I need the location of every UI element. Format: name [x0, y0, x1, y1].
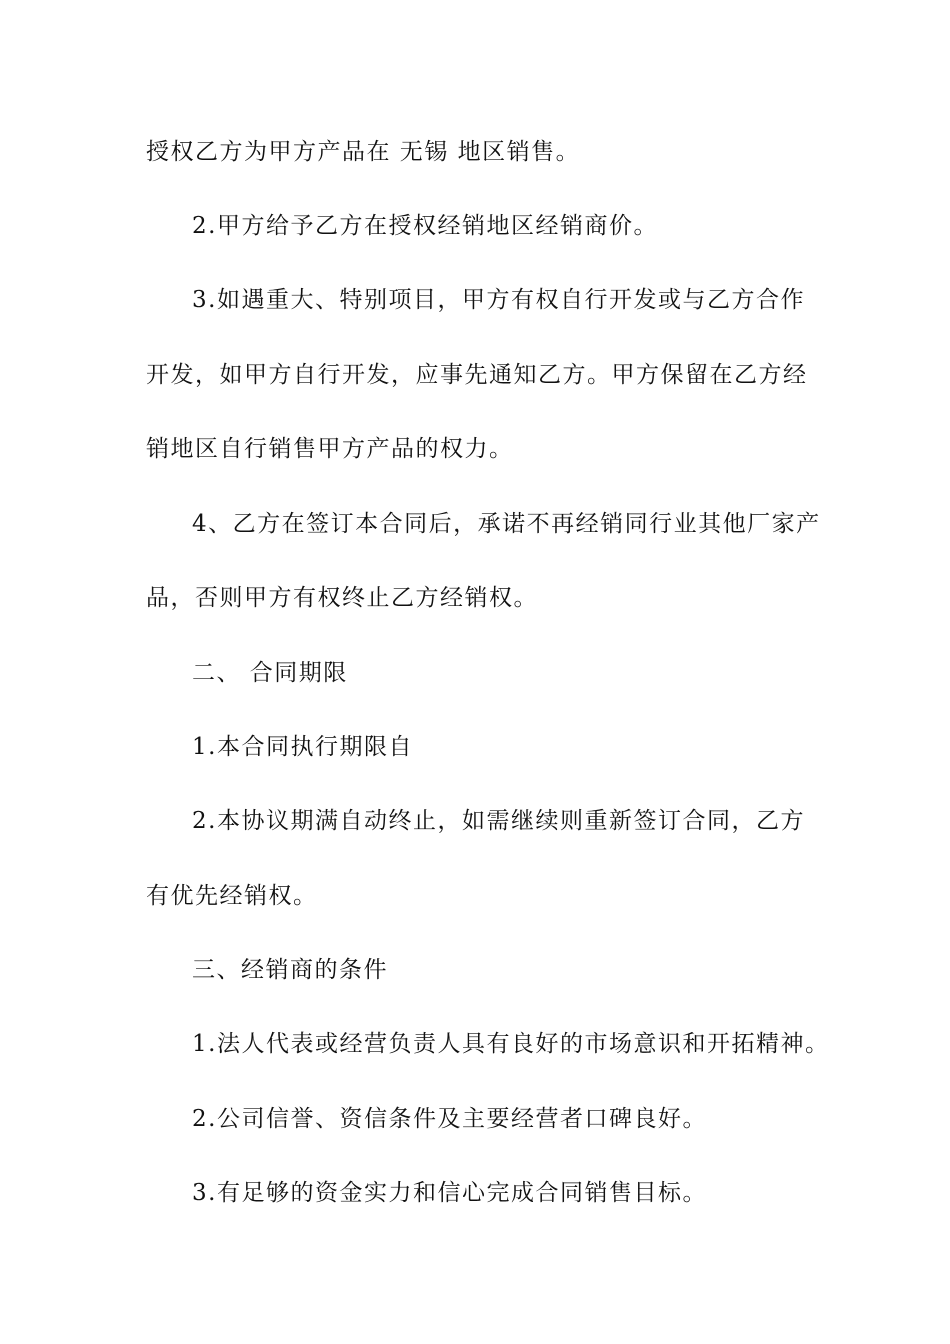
clause-2-line: 2.甲方给予乙方在授权经销地区经销商价。 — [192, 213, 658, 239]
clause-4-line-1: 4、乙方在签订本合同后，承诺不再经销同行业其他厂家产 — [192, 511, 821, 537]
condition-3: 3.有足够的资金实力和信心完成合同销售目标。 — [192, 1180, 707, 1206]
clause-4-line-2: 品，否则甲方有权终止乙方经销权。 — [146, 585, 538, 611]
term-clause-1: 1.本合同执行期限自 — [192, 734, 413, 760]
section-heading-dealer-conditions: 三、经销商的条件 — [192, 957, 388, 983]
paragraph-line: 授权乙方为甲方产品在 无锡 地区销售。 — [146, 139, 581, 165]
section-heading-contract-term: 二、 合同期限 — [192, 660, 348, 686]
term-clause-2-line-2: 有优先经销权。 — [146, 883, 318, 909]
term-clause-2-line-1: 2.本协议期满自动终止，如需继续则重新签订合同，乙方 — [192, 808, 805, 834]
clause-3-line-2: 开发，如甲方自行开发，应事先通知乙方。甲方保留在乙方经 — [146, 362, 808, 388]
condition-2: 2.公司信誉、资信条件及主要经营者口碑良好。 — [192, 1106, 707, 1132]
clause-3-line-1: 3.如遇重大、特别项目，甲方有权自行开发或与乙方合作 — [192, 287, 805, 313]
condition-1: 1.法人代表或经营负责人具有良好的市场意识和开拓精神。 — [192, 1031, 830, 1057]
clause-3-line-3: 销地区自行销售甲方产品的权力。 — [146, 436, 514, 462]
